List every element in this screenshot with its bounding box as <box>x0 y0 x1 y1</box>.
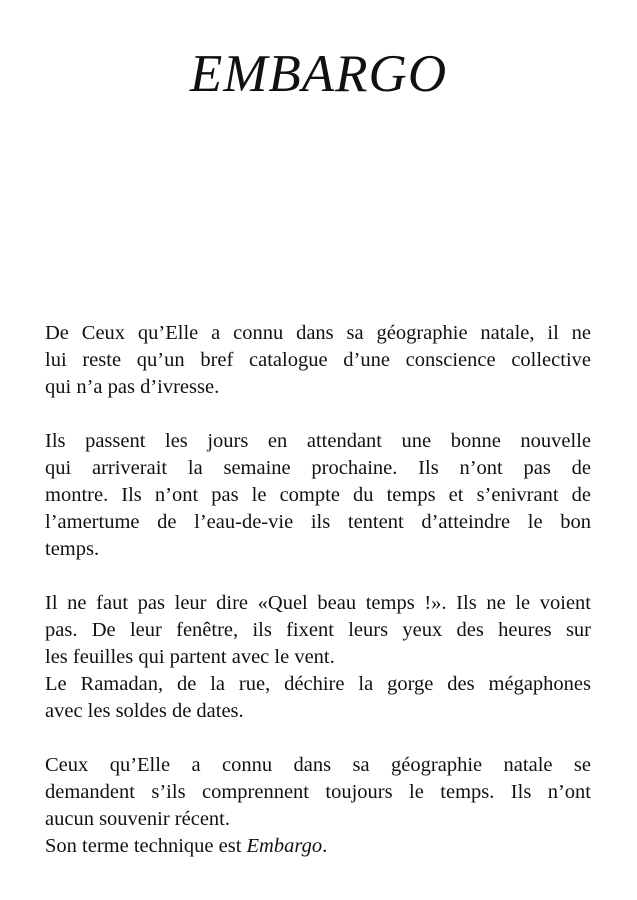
closing-suffix: . <box>322 835 328 857</box>
body-text <box>45 320 591 860</box>
text-line: Le Ramadan, de la rue, déchire la gorge des mégaphones <box>45 673 591 695</box>
paragraph-1 <box>45 320 591 401</box>
text-line: Il ne faut pas leur dire «Quel beau temps !». Ils ne le voient <box>45 592 591 614</box>
paragraph-3 <box>45 590 591 725</box>
paragraph-4 <box>45 752 591 860</box>
text-line: De Ceux qu’Elle a connu dans sa géographie natale, il ne <box>45 322 591 344</box>
closing-emphasis: Embargo <box>246 835 323 857</box>
text-line: montre. Ils n’ont pas le compte du temps et s’enivrant de <box>45 484 591 506</box>
text-line: qui arriverait la semaine prochaine. Ils n’ont pas de <box>45 457 591 479</box>
closing-prefix: Son terme technique est <box>45 835 247 857</box>
paragraph-2 <box>45 428 591 563</box>
text-line: l’amertume de l’eau-de-vie ils tentent d’atteindre le bon <box>45 511 591 533</box>
text-line: Ils passent les jours en attendant une bonne nouvelle <box>45 430 591 452</box>
text-line: lui reste qu’un bref catalogue d’une conscience collective <box>45 349 591 371</box>
text-line: pas. De leur fenêtre, ils fixent leurs yeux des heures sur <box>45 619 591 641</box>
text-line: les feuilles qui partent avec le vent. <box>45 646 335 668</box>
text-line: demandent s’ils comprennent toujours le temps. Ils n’ont <box>45 781 591 803</box>
page-title: EMBARGO <box>189 45 448 103</box>
text-line: aucun souvenir récent. <box>45 808 230 830</box>
text-line: Ceux qu’Elle a connu dans sa géographie natale se <box>45 754 591 776</box>
text-line: temps. <box>45 538 100 560</box>
text-line: qui n’a pas d’ivresse. <box>45 376 220 398</box>
text-line: avec les soldes de dates. <box>45 700 244 722</box>
closing-line <box>45 833 591 860</box>
